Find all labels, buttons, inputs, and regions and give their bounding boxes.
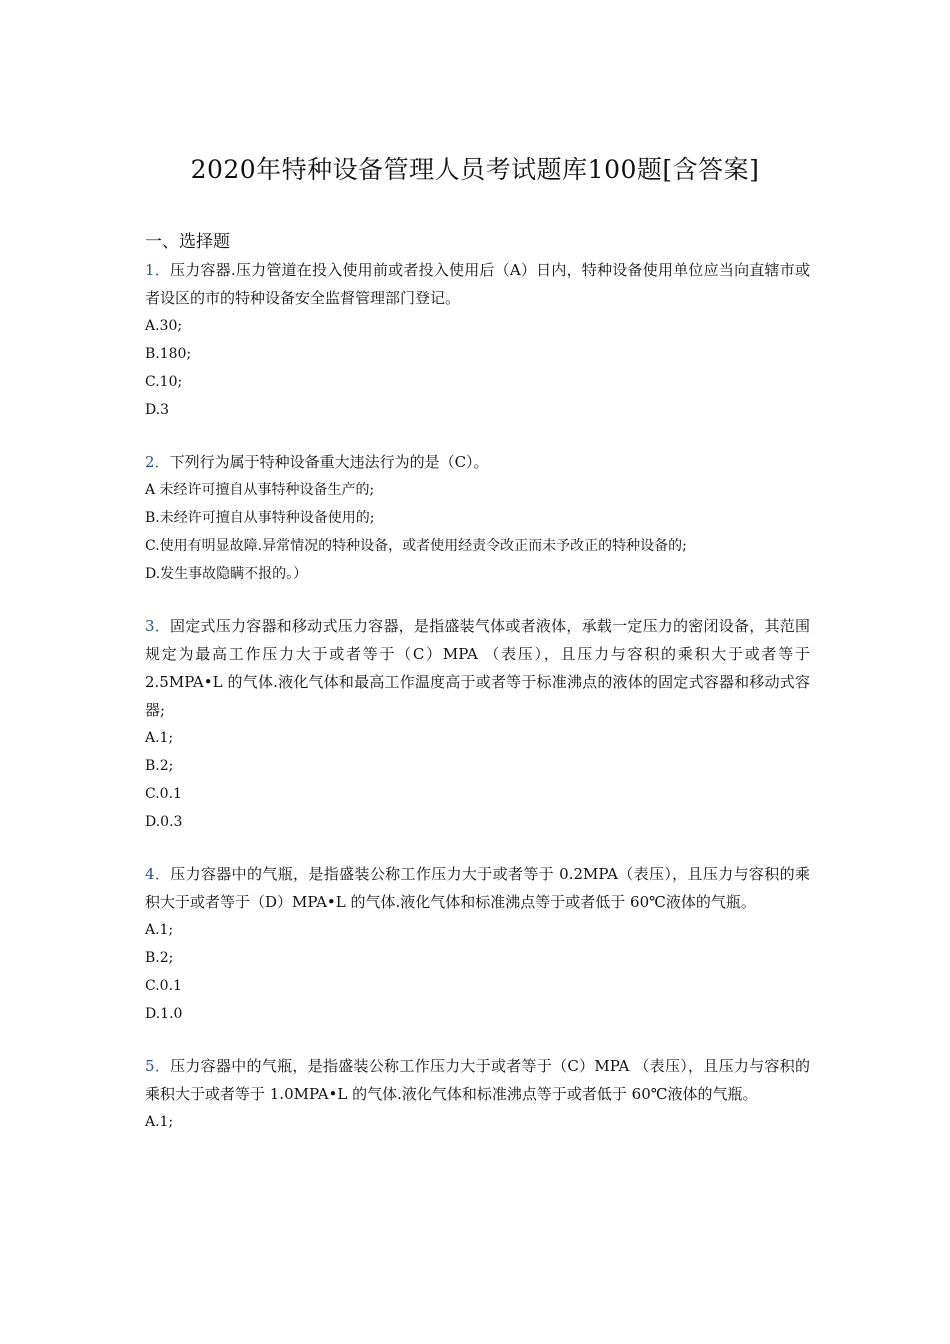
answer-option: C.0.1 [145, 786, 182, 802]
question-stem [145, 612, 810, 724]
question-text: 下列行为属于特种设备重大违法行为的是（C）。 [169, 453, 489, 471]
answer-option: D.1.0 [145, 1006, 183, 1022]
question-5 [145, 1052, 810, 1136]
question-stem [145, 860, 810, 916]
document-title: 2020年特种设备管理人员考试题库100题[含答案] [190, 155, 760, 184]
section-heading: 一、选择题 [145, 232, 230, 252]
answer-option: A.1; [145, 922, 174, 938]
question-stem [145, 1052, 810, 1108]
answer-option: D.0.3 [145, 814, 183, 830]
answer-option: A.30; [145, 318, 183, 334]
answer-option: B.2; [145, 758, 174, 774]
answer-option: A.1; [145, 730, 174, 746]
question-list [145, 256, 810, 1160]
question-number: 3 [145, 617, 155, 635]
question-stem [145, 448, 810, 476]
answer-option: B.180; [145, 346, 192, 362]
question-number-dot: ． [154, 261, 170, 279]
question-number: 1 [145, 261, 155, 279]
answer-option: C.0.1 [145, 978, 182, 994]
question-number: 4 [145, 865, 155, 883]
question-3 [145, 612, 810, 836]
question-4 [145, 860, 810, 1028]
question-2 [145, 448, 810, 588]
answer-option: C.10; [145, 374, 183, 390]
answer-option: C.使用有明显故障.异常情况的特种设备，或者使用经责令改正而未予改正的特种设备的; [145, 538, 687, 554]
question-number: 5 [145, 1057, 155, 1075]
answer-option: D.3 [145, 402, 170, 418]
answer-option: B.未经许可擅自从事特种设备使用的; [145, 510, 375, 526]
question-text: 压力容器中的气瓶，是指盛装公称工作压力大于或者等于（C）MPA （表压），且压力与容积的乘积大于或者等于 1.0MPA•L 的气体.液化气体和标准沸点等于或者低于 60℃液体的气瓶。 [145, 1057, 810, 1103]
answer-option: B.2; [145, 950, 174, 966]
question-number-dot: ． [154, 865, 171, 883]
answer-option: D.发生事故隐瞒不报的。） [145, 566, 308, 582]
question-number-dot: ． [154, 453, 170, 471]
question-text: 压力容器.压力管道在投入使用前或者投入使用后（A）日内，特种设备使用单位应当向直辖市或者设区的市的特种设备安全监督管理部门登记。 [145, 261, 810, 307]
question-text: 压力容器中的气瓶，是指盛装公称工作压力大于或者等于 0.2MPA（表压），且压力与容积的乘积大于或者等于（D）MPA•L 的气体.液化气体和标准沸点等于或者低于 60℃液体的气瓶。 [145, 865, 810, 911]
question-number: 2 [145, 453, 155, 471]
answer-option: A 未经许可擅自从事特种设备生产的; [145, 482, 375, 498]
question-text: 固定式压力容器和移动式压力容器，是指盛装气体或者液体，承载一定压力的密闭设备，其范围规定为最高工作压力大于或者等于（C）MPA （表压），且压力与容积的乘积大于或者等于 2.5MPA•L 的气体.液化气体和最高工作温度高于或者等于标准沸点的液体的固定式容器和移动式容器; [145, 617, 810, 719]
question-stem [145, 256, 810, 312]
question-number-dot: ． [154, 1057, 171, 1075]
answer-option: A.1; [145, 1114, 174, 1130]
question-number-dot: ． [154, 617, 171, 635]
question-1 [145, 256, 810, 424]
